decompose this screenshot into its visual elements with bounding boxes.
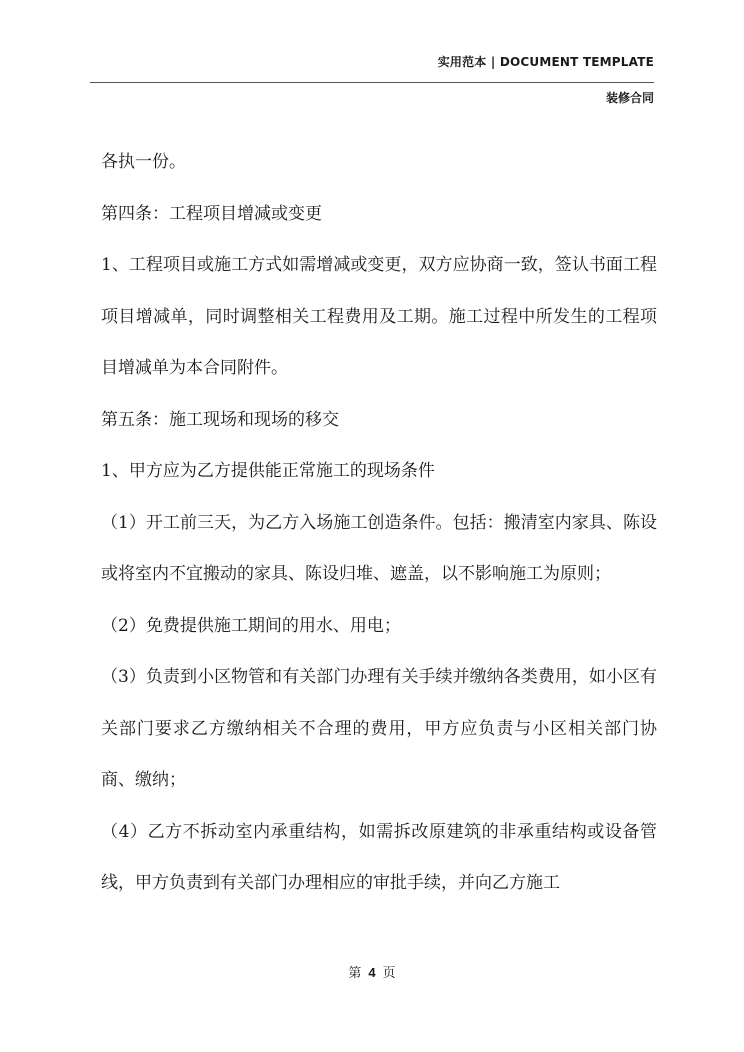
section-heading: 第四条：工程项目增减或变更 xyxy=(101,203,322,224)
page-footer xyxy=(0,962,744,981)
page-number: 4 xyxy=(368,965,376,980)
paragraph: 各执一份。 xyxy=(101,152,186,172)
header-brand: 实用范本 | DOCUMENT TEMPLATE xyxy=(437,55,654,69)
list-item: （3）负责到小区物管和有关部门办理有关手续并缴纳各类费用，如小区有关部门要求乙方缴纳相关不合理的费用，甲方应负责与小区相关部门协商、缴纳； xyxy=(101,667,657,790)
document-body xyxy=(101,137,657,910)
section-heading: 第五条：施工现场和现场的移交 xyxy=(101,409,339,430)
list-item: （1）开工前三天，为乙方入场施工创造条件。包括：搬清室内家具、陈设或将室内不宜搬动的家具、陈设归堆、遮盖，以不影响施工为原则； xyxy=(101,512,657,584)
list-item: （2）免费提供施工期间的用水、用电； xyxy=(101,615,401,636)
page-prefix: 第 xyxy=(348,966,362,981)
paragraph: 1、工程项目或施工方式如需增减或变更，双方应协商一致，签认书面工程项目增减单，同时调整相关工程费用及工期。施工过程中所发生的工程项目增减单为本合同附件。 xyxy=(101,255,657,378)
header-doc-type: 装修合同 xyxy=(605,91,654,105)
list-item: （4）乙方不拆动室内承重结构，如需拆改原建筑的非承重结构或设备管线，甲方负责到有关部门办理相应的审批手续，并向乙方施工 xyxy=(101,821,657,893)
paragraph: 1、甲方应为乙方提供能正常施工的现场条件 xyxy=(101,461,435,481)
page-suffix: 页 xyxy=(382,966,396,981)
header-divider xyxy=(90,82,654,83)
